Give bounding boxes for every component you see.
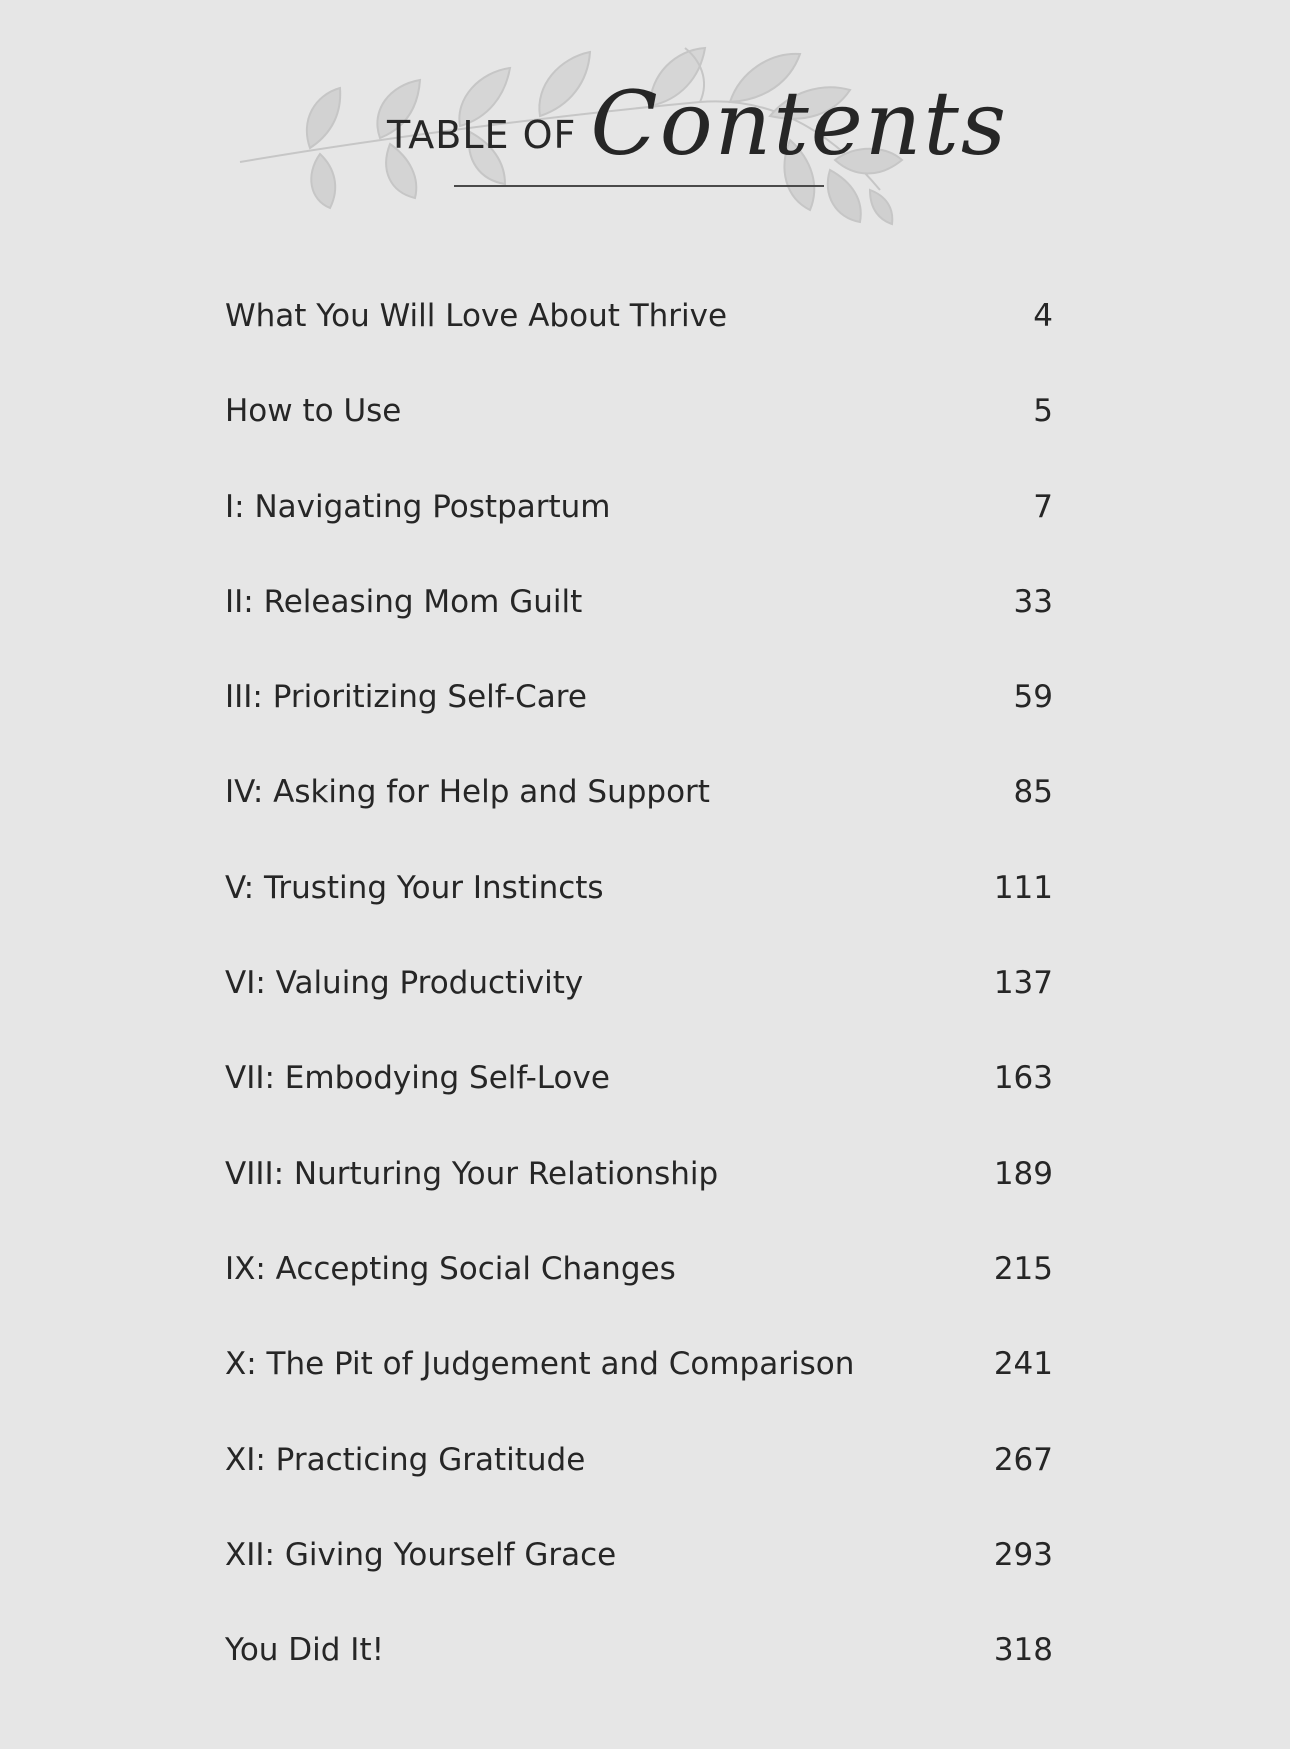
toc-row[interactable] xyxy=(225,1620,1053,1715)
toc-page-number: 163 xyxy=(993,1060,1053,1097)
page-title xyxy=(387,72,1008,175)
toc-label: VI: Valuing Productivity xyxy=(225,965,584,1002)
toc-page-number: 318 xyxy=(993,1632,1053,1669)
toc-label: XII: Giving Yourself Grace xyxy=(225,1536,617,1573)
toc-page-number: 33 xyxy=(1013,583,1053,620)
toc-page-number: 4 xyxy=(1033,298,1053,334)
toc-page-number: 189 xyxy=(993,1155,1053,1192)
toc-row[interactable] xyxy=(225,858,1053,953)
toc-row[interactable] xyxy=(225,1525,1053,1620)
toc-page-number: 215 xyxy=(993,1250,1053,1287)
toc-label: How to Use xyxy=(225,393,402,430)
toc-page-number: 241 xyxy=(993,1346,1053,1383)
toc-page-number: 111 xyxy=(993,869,1053,906)
toc-label: You Did It! xyxy=(225,1632,385,1669)
toc-label: III: Prioritizing Self-Care xyxy=(225,679,587,716)
title-underline xyxy=(454,185,824,187)
toc-label: What You Will Love About Thrive xyxy=(225,298,728,334)
toc-page-number: 137 xyxy=(993,965,1053,1002)
toc-row[interactable] xyxy=(225,286,1053,381)
toc-row[interactable] xyxy=(225,1144,1053,1239)
toc-row[interactable] xyxy=(225,762,1053,857)
toc-row[interactable] xyxy=(225,1430,1053,1525)
toc-label: X: The Pit of Judgement and Comparison xyxy=(225,1346,855,1383)
toc-label: IV: Asking for Help and Support xyxy=(225,774,710,811)
header xyxy=(0,0,1290,240)
toc-row[interactable] xyxy=(225,953,1053,1048)
toc-row[interactable] xyxy=(225,1334,1053,1429)
toc-page-number: 85 xyxy=(1013,774,1053,811)
title-caps: TABLE OF xyxy=(387,113,577,157)
table-of-contents xyxy=(225,286,1053,1715)
toc-row[interactable] xyxy=(225,572,1053,667)
toc-label: IX: Accepting Social Changes xyxy=(225,1250,676,1287)
toc-row[interactable] xyxy=(225,667,1053,762)
toc-page-number: 267 xyxy=(993,1441,1053,1478)
toc-page-number: 7 xyxy=(1033,488,1053,525)
toc-label: VII: Embodying Self-Love xyxy=(225,1060,610,1097)
toc-label: I: Navigating Postpartum xyxy=(225,488,611,525)
toc-page-number: 293 xyxy=(993,1536,1053,1573)
toc-row[interactable] xyxy=(225,381,1053,476)
toc-page-number: 5 xyxy=(1033,393,1053,430)
toc-row[interactable] xyxy=(225,1048,1053,1143)
toc-label: VIII: Nurturing Your Relationship xyxy=(225,1155,719,1192)
toc-label: V: Trusting Your Instincts xyxy=(225,869,604,906)
toc-label: XI: Practicing Gratitude xyxy=(225,1441,586,1478)
toc-row[interactable] xyxy=(225,1239,1053,1334)
toc-label: II: Releasing Mom Guilt xyxy=(225,583,583,620)
title-script: Contents xyxy=(590,72,1008,175)
toc-row[interactable] xyxy=(225,477,1053,572)
toc-page-number: 59 xyxy=(1013,679,1053,716)
